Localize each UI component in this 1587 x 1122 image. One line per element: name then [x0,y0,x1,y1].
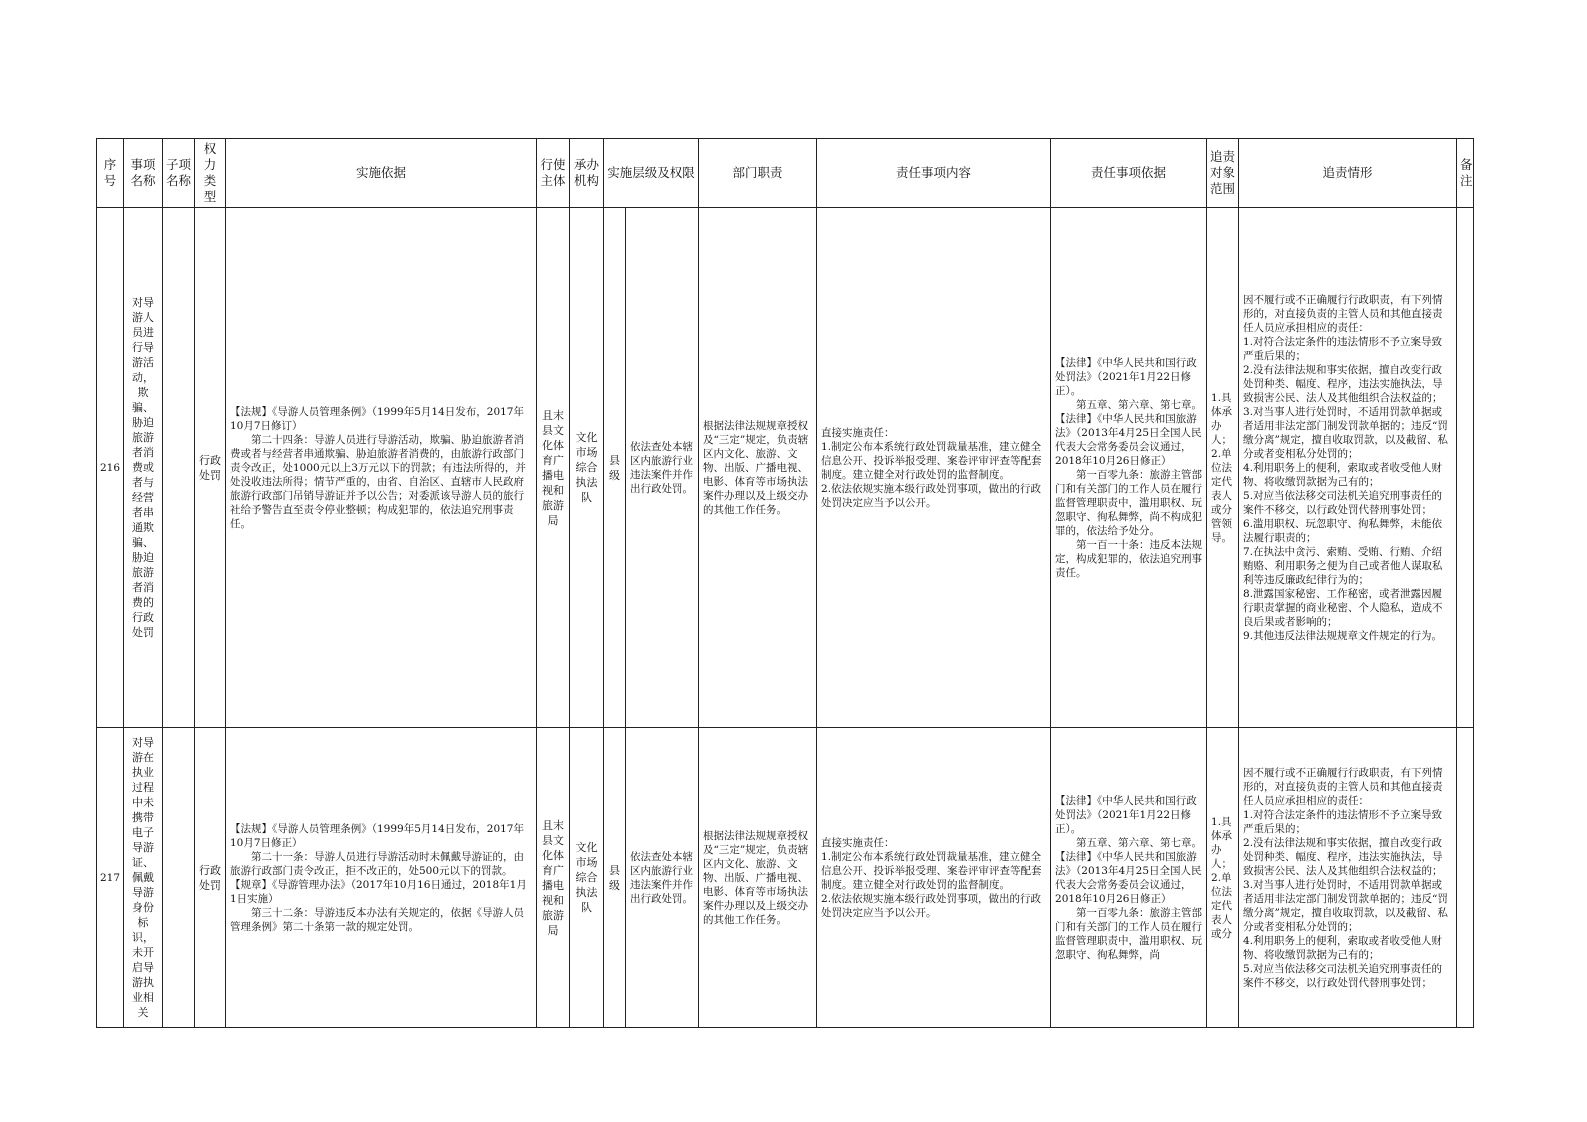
table-row [97,208,1474,728]
header-no: 序号 [97,139,124,208]
row-agency: 文化市场综合执法队 [570,728,604,1028]
row-resp-basis: 【法律】《中华人民共和国行政处罚法》（2021年1月22日修正）。 第五章、第六章、第七章。 【法律】《中华人民共和国旅游法》（2013年4月25日全国人民代表大会常务委员会议通过，2018年10月26日修正） 第一百零九条：旅游主管部门和有关部门的工作人员在履行监督管理职责中，滥用职权、玩忽职守、徇私舞弊，尚不构成犯罪的，依法给予处分。 第一百一十条：违反本法规定，构成犯罪的，依法追究刑事责任。 [1051,208,1207,728]
row-remark [1457,208,1474,728]
header-duty: 部门职责 [699,139,817,208]
row-resp-content: 直接实施责任： 1.制定公布本系统行政处罚裁量基准，建立健全信息公开、投诉举报受理、案卷评审评查等配套制度。建立健全对行政处罚的监督制度。 2.依法依规实施本级行政处罚事项，做出的行政处罚决定应当予以公开。 [817,728,1051,1028]
row-scope: 1.具体承办人； 2.单位法定代表人或分 [1207,728,1239,1028]
header-power-type: 权力类型 [195,139,226,208]
row-remark [1457,728,1474,1028]
row-level-detail: 依法查处本辖区内旅游行业违法案件并作出行政处罚。 [626,208,699,728]
header-resp-basis: 责任事项依据 [1051,139,1207,208]
row-item-name: 对导游在执业过程中未携带电子导游证、佩戴导游身份标识，未开启导游执业相关 [124,728,163,1028]
row-subject: 且末县文化体育广播电视和旅游局 [537,208,570,728]
table-row [97,728,1474,1028]
row-power-type: 行政处罚 [195,728,226,1028]
row-level-detail: 依法查处本辖区内旅游行业违法案件并作出行政处罚。 [626,728,699,1028]
header-agency: 承办机构 [570,139,604,208]
row-sub-item [163,208,195,728]
row-duty: 根据法律法规规章授权及“三定”规定，负责辖区内文化、旅游、文物、出版、广播电视、电影、体育等市场执法案件办理以及上级交办的其他工作任务。 [699,208,817,728]
header-cases: 追责情形 [1239,139,1457,208]
row-sub-item [163,728,195,1028]
row-scope: 1.具体承办人； 2.单位法定代表人或分管领导。 [1207,208,1239,728]
row-power-type: 行政处罚 [195,208,226,728]
row-cases: 因不履行或不正确履行行政职责，有下列情形的，对直接负责的主管人员和其他直接责任人员应承担相应的责任： 1.对符合法定条件的违法情形不予立案导致严重后果的； 2.没有法律法规和事实依据，擅自改变行政处罚种类、幅度、程序，违法实施执法，导致损害公民、法人及其他组织合法权益的； 3.对当事人进行处罚时，不适用罚款单据或者适用非法定部门制发罚款单据的；违反“罚缴分离”规定，擅自收取罚款，以及截留、私分或者变相私分处罚的； 4.利用职务上的便利，索取或者收受他人财物、将收缴罚款据为己有的； 5.对应当依法移交司法机关追究刑事责任的案件不移交，以行政处罚代替刑事处罚； [1239,728,1457,1028]
row-no: 216 [97,208,124,728]
row-no: 217 [97,728,124,1028]
row-level: 县级 [604,728,626,1028]
row-basis: 【法规】《导游人员管理条例》（1999年5月14日发布，2017年10月7日修正） 第二十一条：导游人员进行导游活动时未佩戴导游证的，由旅游行政部门责令改正，拒不改正的，处500元以下的罚款。 【规章】《导游管理办法》（2017年10月16日通过，2018年1月1日实施） 第三十二条：导游违反本办法有关规定的，依据《导游人员管理条例》第二十条第一款的规定处罚。 [226,728,537,1028]
header-sub-item: 子项名称 [163,139,195,208]
row-duty: 根据法律法规规章授权及“三定”规定，负责辖区内文化、旅游、文物、出版、广播电视、电影、体育等市场执法案件办理以及上级交办的其他工作任务。 [699,728,817,1028]
row-level: 县级 [604,208,626,728]
row-subject: 且末县文化体育广播电视和旅游局 [537,728,570,1028]
table-viewport [96,138,1476,1019]
header-row [97,139,1474,208]
header-basis: 实施依据 [226,139,537,208]
row-item-name: 对导游人员进行导游活动，欺骗、胁迫旅游者消费或者与经营者串通欺骗、胁迫旅游者消费的行政处罚 [124,208,163,728]
header-item-name: 事项名称 [124,139,163,208]
row-resp-content: 直接实施责任： 1.制定公布本系统行政处罚裁量基准，建立健全信息公开、投诉举报受理、案卷评审评查等配套制度。建立健全对行政处罚的监督制度。 2.依法依规实施本级行政处罚事项，做出的行政处罚决定应当予以公开。 [817,208,1051,728]
row-cases: 因不履行或不正确履行行政职责，有下列情形的，对直接负责的主管人员和其他直接责任人员应承担相应的责任： 1.对符合法定条件的违法情形不予立案导致严重后果的； 2.没有法律法规和事实依据，擅自改变行政处罚种类、幅度、程序，违法实施执法，导致损害公民、法人及其他组织合法权益的； 3.对当事人进行处罚时，不适用罚款单据或者适用非法定部门制发罚款单据的；违反“罚缴分离”规定，擅自收取罚款，以及截留、私分或者变相私分处罚的； 4.利用职务上的便利，索取或者收受他人财物、将收缴罚款据为己有的； 5.对应当依法移交司法机关追究刑事责任的案件不移交，以行政处罚代替刑事处罚； 6.滥用职权、玩忽职守、徇私舞弊，未能依法履行职责的； 7.在执法中贪污、索贿、受贿、行贿、介绍贿赂、利用职务之便为自己或者他人谋取私利等违反廉政纪律行为的； 8.泄露国家秘密、工作秘密，或者泄露因履行职责掌握的商业秘密、个人隐私，造成不良后果或者影响的； 9.其他违反法律法规规章文件规定的行为。 [1239,208,1457,728]
responsibility-table [96,138,1474,1028]
header-remark: 备注 [1457,139,1474,208]
row-agency: 文化市场综合执法队 [570,208,604,728]
row-resp-basis: 【法律】《中华人民共和国行政处罚法》（2021年1月22日修正）。 第五章、第六章、第七章。 【法律】《中华人民共和国旅游法》（2013年4月25日全国人民代表大会常务委员会议通过，2018年10月26日修正） 第一百零九条：旅游主管部门和有关部门的工作人员在履行监督管理职责中，滥用职权、玩忽职守、徇私舞弊，尚 [1051,728,1207,1028]
header-subject: 行使主体 [537,139,570,208]
header-level: 实施层级及权限 [604,139,699,208]
header-scope: 追责对象范围 [1207,139,1239,208]
header-resp-content: 责任事项内容 [817,139,1051,208]
row-basis: 【法规】《导游人员管理条例》（1999年5月14日发布，2017年10月7日修订） 第二十四条：导游人员进行导游活动，欺骗、胁迫旅游者消费或者与经营者串通欺骗、胁迫旅游者消费的，由旅游行政部门责令改正，处1000元以上3万元以下的罚款；有违法所得的，并处没收违法所得；情节严重的，由省、自治区、直辖市人民政府旅游行政部门吊销导游证并予以公告；对委派该导游人员的旅行社给予警告直至责令停业整顿；构成犯罪的，依法追究刑事责任。 [226,208,537,728]
